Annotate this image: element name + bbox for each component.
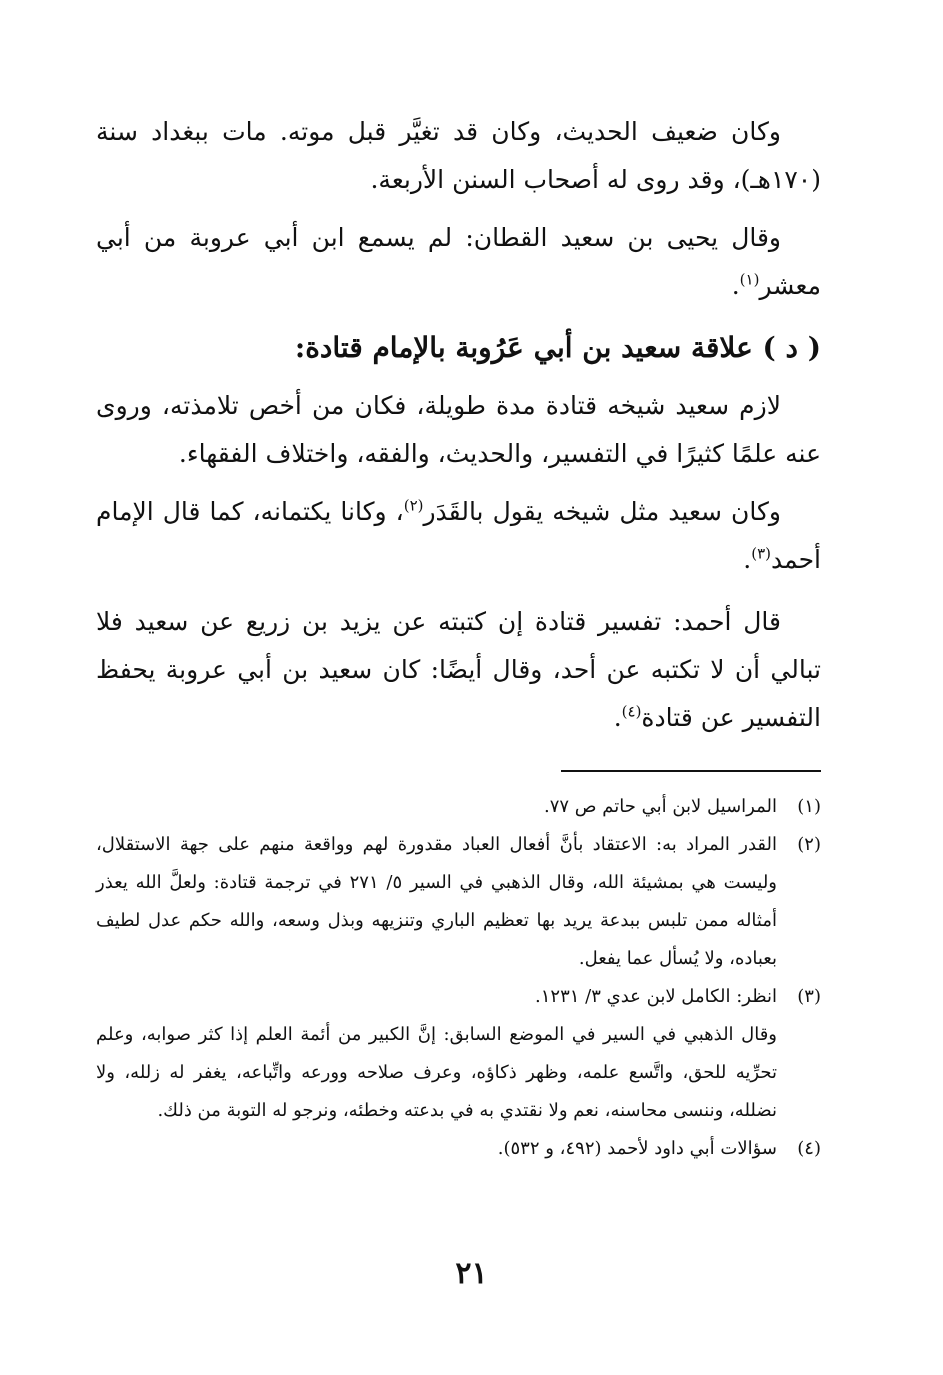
footnote-text: انظر: الكامل لابن عدي ٣/ ١٢٣١. — [535, 986, 777, 1007]
footnote-ref-3[interactable]: (٣) — [751, 544, 772, 563]
footnote-ref-2[interactable]: (٢) — [403, 496, 424, 515]
paragraph-text: وكان ضعيف الحديث، وكان قد تغيَّر قبل موته. مات ببغداد سنة (١٧٠هـ)، وقد روى له أصحاب السنن الأربعة. — [96, 117, 821, 194]
footnote-divider — [561, 770, 821, 772]
footnote-1 — [96, 788, 821, 826]
footnote-number: (١) — [797, 796, 821, 817]
paragraph-text: وقال يحيى بن سعيد القطان: لم يسمع ابن أبي عروبة من أبي معشر — [96, 223, 821, 300]
footnote-ref-1[interactable]: (١) — [739, 270, 760, 289]
paragraph-punctuation: . — [731, 271, 740, 300]
paragraph-text: وكان سعيد مثل شيخه يقول بالقَدَر — [423, 497, 781, 526]
footnote-3-continuation: وقال الذهبي في السير في الموضع السابق: إنَّ الكبير من أئمة العلم إذا كثر صوابه، وعلم تحرِّيه للحق، واتَّسع علمه، وظهر ذكاؤه، وعرف صلاحه وورعه واتِّباعه، يغفر له زلله، ولا نضلله، وننسى محاسنه، نعم ولا نقتدي به في بدعته وخطئه، ونرجو له التوبة من ذلك. — [96, 1024, 777, 1121]
paragraph-text: لازم سعيد شيخه قتادة مدة طويلة، فكان من أخص تلامذته، وروى عنه علمًا كثيرًا في التفسير، والحديث، والفقه، واختلاف الفقهاء. — [96, 391, 821, 468]
footnote-number: (٢) — [797, 834, 821, 855]
footnote-number: (٤) — [797, 1138, 821, 1159]
footnote-number: (٣) — [797, 986, 821, 1007]
footnote-text: سؤالات أبي داود لأحمد (٤٩٢، و ٥٣٢). — [497, 1138, 777, 1159]
footnote-4 — [96, 1130, 821, 1168]
paragraph-narrator-weakness — [96, 108, 821, 204]
footnote-text: القدر المراد به: الاعتقاد بأنَّ أفعال العباد مقدورة لهم وواقعة منهم على جهة الاستقلال، وليست هي بمشيئة الله، وقال الذهبي في السير ٥/ ٢٧١ في ترجمة قتادة: ولعلَّ الله يعذر أمثاله ممن تلبس ببدعة يريد بها تعظيم الباري وتنزيهه وبذل وسعه، والله حكم عدل لطيف بعباده، ولا يُسأل عما يفعل. — [96, 834, 778, 969]
paragraph-punctuation: . — [613, 703, 622, 732]
paragraph-yahya-quote — [96, 214, 821, 310]
paragraph-punctuation: . — [743, 545, 752, 574]
paragraph-companionship — [96, 382, 821, 478]
footnote-ref-4[interactable]: (٤) — [621, 702, 642, 721]
paragraph-text: قال أحمد: تفسير قتادة إن كتبته عن يزيد بن زريع عن سعيد فلا تبالي أن لا تكتبه عن أحد، وقال أيضًا: كان سعيد بن أبي عروبة يحفظ التفسير عن قتادة — [96, 607, 821, 732]
section-heading: ( د ) علاقة سعيد بن أبي عَرُوبة بالإمام قتادة: — [294, 331, 821, 364]
paragraph-qadar — [96, 488, 821, 584]
footnote-text: المراسيل لابن أبي حاتم ص ٧٧. — [543, 796, 777, 817]
footnote-3 — [96, 978, 821, 1016]
footnote-2 — [96, 826, 821, 978]
paragraph-ahmad-quote — [96, 598, 821, 742]
paragraph-text: ، وكانا يكتمانه، كما قال الإمام أحمد — [96, 497, 821, 574]
page-number: ٢١ — [455, 1256, 488, 1291]
